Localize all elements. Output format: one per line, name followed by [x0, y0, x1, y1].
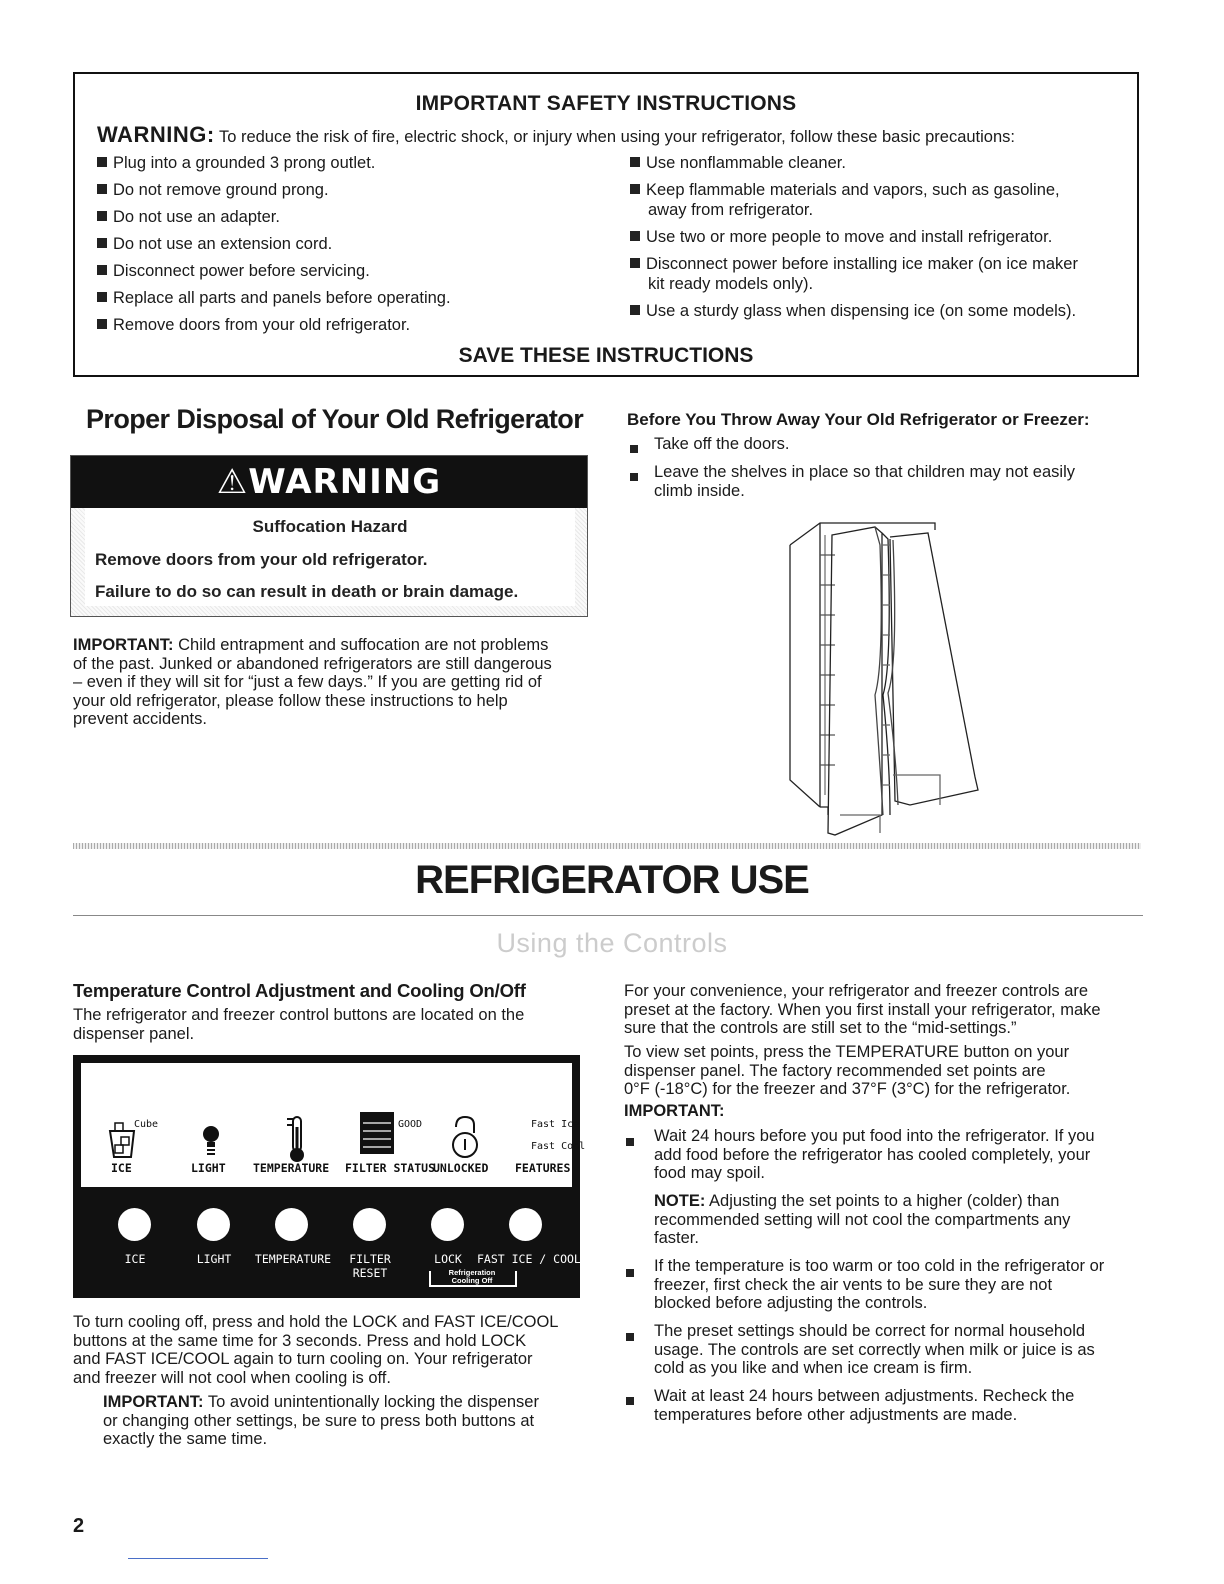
before-item-1: Take off the doors.: [654, 435, 790, 453]
text-line: prevent accidents.: [73, 710, 207, 728]
warning-text: To reduce the risk of fire, electric shock, or injury when using your refrigerator, follow these basic precautions:: [218, 128, 1015, 146]
bullet-marker: [626, 1392, 634, 1410]
important-bullet-2: If the temperature is too warm or too cold in the refrigerator or freezer, first check the air vents to be sure they are not blocked before adjusting the controls.: [654, 1257, 1105, 1312]
dispenser-control-panel: [73, 1055, 586, 1298]
disposal-heading: Proper Disposal of Your Old Refrigerator: [86, 404, 584, 434]
thermometer-icon: [287, 1115, 307, 1163]
cooling-paragraph: To turn cooling off, press and hold the LOCK and FAST ICE/COOL buttons at the same time for 3 seconds. Press and hold LOCK and FAST ICE/COOL again to turn cooling on. Your refrigerator and freezer will not cool when cooling is off.: [73, 1313, 559, 1387]
fast-cool-label: Fast Cool: [531, 1141, 586, 1152]
safety-item: Use two or more people to move and install refrigerator.: [630, 228, 1052, 247]
safety-item: Disconnect power before installing ice maker (on ice maker: [630, 255, 1078, 274]
lock-button[interactable]: [431, 1208, 464, 1241]
temp-intro: The refrigerator and freezer control buttons are located on the dispenser panel.: [73, 1006, 525, 1043]
safety-title: IMPORTANT SAFETY INSTRUCTIONS: [415, 92, 797, 115]
bullet-marker: [626, 1133, 634, 1151]
panel-top-label: ICE: [111, 1161, 132, 1175]
panel-top-label: LIGHT: [191, 1161, 226, 1175]
safety-item-cont: away from refrigerator.: [648, 201, 814, 219]
fast-ice-cool-button[interactable]: [509, 1208, 542, 1241]
bullet-marker: [626, 1264, 634, 1282]
section-title: REFRIGERATOR USE: [415, 858, 809, 902]
important-bullet-3: The preset settings should be correct for normal household usage. The controls are set correctly when milk or juice is as cold as you like and when ice cream is firm.: [654, 1322, 1095, 1377]
refrigerator-doors-open-illustration: [780, 515, 990, 845]
cube-label: Cube: [134, 1119, 159, 1130]
hazard-title: Suffocation Hazard: [252, 517, 408, 536]
warning-banner-text: ⚠WARNING: [216, 462, 442, 502]
note-paragraph: NOTE: Adjusting the set points to a higher (colder) than recommended setting will not cool the compartments any faster.: [654, 1192, 1071, 1247]
save-instructions-title: SAVE THESE INSTRUCTIONS: [458, 344, 754, 367]
button-label: FILTER: [349, 1252, 391, 1266]
panel-top-label: TEMPERATURE: [253, 1161, 330, 1175]
warning-line-2: Failure to do so can result in death or brain damage.: [95, 582, 519, 601]
safety-item: Do not remove ground prong.: [97, 181, 329, 200]
suffocation-warning-box: [70, 455, 588, 617]
panel-display: [81, 1063, 586, 1187]
filter-good-label: GOOD: [398, 1119, 423, 1130]
ice-button[interactable]: [118, 1208, 151, 1241]
safety-item: Remove doors from your old refrigerator.: [97, 316, 410, 335]
set-points-paragraph: To view set points, press the TEMPERATURE button on your dispenser panel. The factory recommended set points are 0°F (-18°C) for the freezer and 37°F (3°C) for the refrigerator.: [624, 1043, 1071, 1098]
button-label: LIGHT: [196, 1252, 232, 1266]
light-button[interactable]: [197, 1208, 230, 1241]
filter-status-icon: [359, 1111, 395, 1155]
text-line: – even if they will sit for “just a few days.” If you are getting rid of: [73, 673, 542, 691]
section-rule: [73, 915, 1143, 916]
page-number: 2: [73, 1515, 85, 1537]
bullet-marker: [630, 468, 638, 486]
text-line: Child entrapment and suffocation are not problems: [178, 636, 549, 654]
right-important-label: IMPORTANT:: [624, 1102, 725, 1120]
filter-reset-button[interactable]: [353, 1208, 386, 1241]
warning-label: WARNING:: [97, 122, 215, 147]
bullet-marker: [630, 440, 638, 458]
fast-ice-label: Fast Ice: [531, 1119, 580, 1130]
important-bullet-1: Wait 24 hours before you put food into the refrigerator. If you add food before the refrigerator has cooled completely, your food may spoil.: [654, 1127, 1095, 1182]
button-label: TEMPERATURE: [254, 1252, 332, 1266]
safety-item: Disconnect power before servicing.: [97, 262, 370, 281]
safety-warning-line: [97, 122, 1015, 148]
panel-top-label: FILTER STATUS: [345, 1161, 436, 1175]
warning-banner: [71, 456, 587, 508]
safety-item: Do not use an adapter.: [97, 208, 280, 227]
before-item-2: Leave the shelves in place so that children may not easily climb inside.: [654, 463, 1075, 500]
refrigeration-cooling-off-label: Refrigeration Cooling Off: [448, 1268, 496, 1285]
section-divider: [73, 843, 1141, 849]
unlocked-padlock-icon: [451, 1113, 481, 1159]
safety-item-cont: kit ready models only).: [648, 275, 814, 293]
safety-item: Use nonflammable cleaner.: [630, 154, 846, 173]
light-bulb-icon: [201, 1125, 221, 1159]
safety-item: Use a sturdy glass when dispensing ice (on some models).: [630, 302, 1076, 321]
button-label: RESET: [352, 1266, 388, 1280]
before-throw-away-heading: Before You Throw Away Your Old Refrigerator or Freezer:: [627, 410, 1090, 429]
safety-instructions-box: [73, 72, 1139, 377]
warning-line-1: Remove doors from your old refrigerator.: [95, 550, 428, 569]
warning-body: [85, 508, 575, 606]
text-line: your old refrigerator, please follow these instructions to help: [73, 691, 508, 710]
safety-item: Replace all parts and panels before operating.: [97, 289, 451, 308]
temp-control-heading: Temperature Control Adjustment and Cooling On/Off: [73, 980, 526, 1001]
bullet-marker: [626, 1328, 634, 1346]
subsection-title: Using the Controls: [496, 928, 728, 958]
button-label: ICE: [124, 1252, 146, 1266]
temperature-button[interactable]: [275, 1208, 308, 1241]
safety-item: Do not use an extension cord.: [97, 235, 332, 254]
disposal-important-paragraph: [73, 636, 593, 729]
panel-top-label: UNLOCKED: [433, 1161, 489, 1175]
bottom-rule: [128, 1558, 268, 1559]
safety-item: Keep flammable materials and vapors, such as gasoline,: [630, 181, 1060, 200]
important-bullet-4: Wait at least 24 hours between adjustments. Recheck the temperatures before other adjustments are made.: [654, 1387, 1075, 1424]
button-label: FAST ICE / COOL: [477, 1252, 581, 1266]
important-label: IMPORTANT:: [73, 636, 174, 654]
button-label: LOCK: [434, 1252, 462, 1266]
panel-top-label: FEATURES: [515, 1161, 571, 1175]
controls-preset-paragraph: For your convenience, your refrigerator and freezer controls are preset at the factory. When you first install your refrigerator, make sure that the controls are still set to the “mid-settings.”: [624, 982, 1101, 1037]
safety-item: Plug into a grounded 3 prong outlet.: [97, 154, 375, 173]
text-line: of the past. Junked or abandoned refrigerators are still dangerous: [73, 654, 552, 673]
cooling-important-paragraph: IMPORTANT: To avoid unintentionally locking the dispenser or changing other settings, be sure to press both buttons at exactly the same time.: [103, 1393, 539, 1448]
